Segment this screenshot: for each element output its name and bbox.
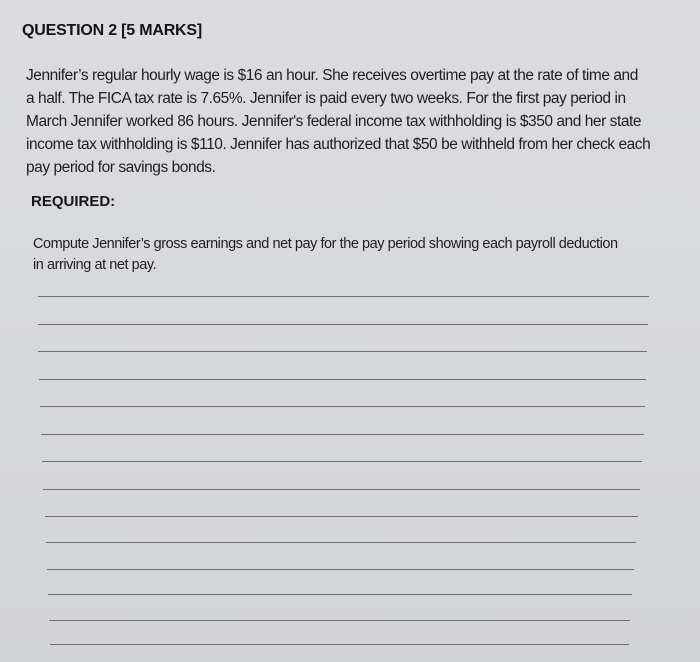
answer-line[interactable] bbox=[39, 379, 646, 380]
instruction-line: in arriving at net pay. bbox=[33, 257, 157, 273]
answer-line[interactable] bbox=[42, 461, 642, 462]
answer-line[interactable] bbox=[50, 644, 629, 645]
answer-line[interactable] bbox=[49, 620, 630, 621]
paragraph-line: pay period for savings bonds. bbox=[26, 159, 216, 176]
paragraph-line: March Jennifer worked 86 hours. Jennifer's federal income tax withholding is $350 and her state bbox=[26, 113, 642, 130]
answer-line[interactable] bbox=[48, 594, 632, 595]
answer-line[interactable] bbox=[45, 516, 638, 517]
answer-line[interactable] bbox=[38, 351, 647, 352]
answer-line[interactable] bbox=[41, 434, 644, 435]
paragraph-line: income tax withholding is $110. Jennifer has authorized that $50 be withheld from her check each bbox=[26, 136, 651, 153]
paragraph-line: a half. The FICA tax rate is 7.65%. Jennifer is paid every two weeks. For the first pay period in bbox=[26, 90, 626, 107]
answer-line[interactable] bbox=[47, 569, 634, 570]
question-title: QUESTION 2 [5 MARKS] bbox=[22, 22, 203, 39]
paragraph-line: Jennifer’s regular hourly wage is $16 an hour. She receives overtime pay at the rate of time and bbox=[26, 67, 638, 84]
answer-line[interactable] bbox=[40, 406, 645, 407]
answer-line[interactable] bbox=[38, 324, 648, 325]
required-heading: REQUIRED: bbox=[31, 193, 116, 210]
answer-line[interactable] bbox=[46, 542, 636, 543]
answer-line[interactable] bbox=[38, 296, 649, 297]
instruction-line: Compute Jennifer’s gross earnings and net pay for the pay period showing each payroll deduction bbox=[33, 236, 618, 252]
answer-line[interactable] bbox=[43, 489, 640, 490]
